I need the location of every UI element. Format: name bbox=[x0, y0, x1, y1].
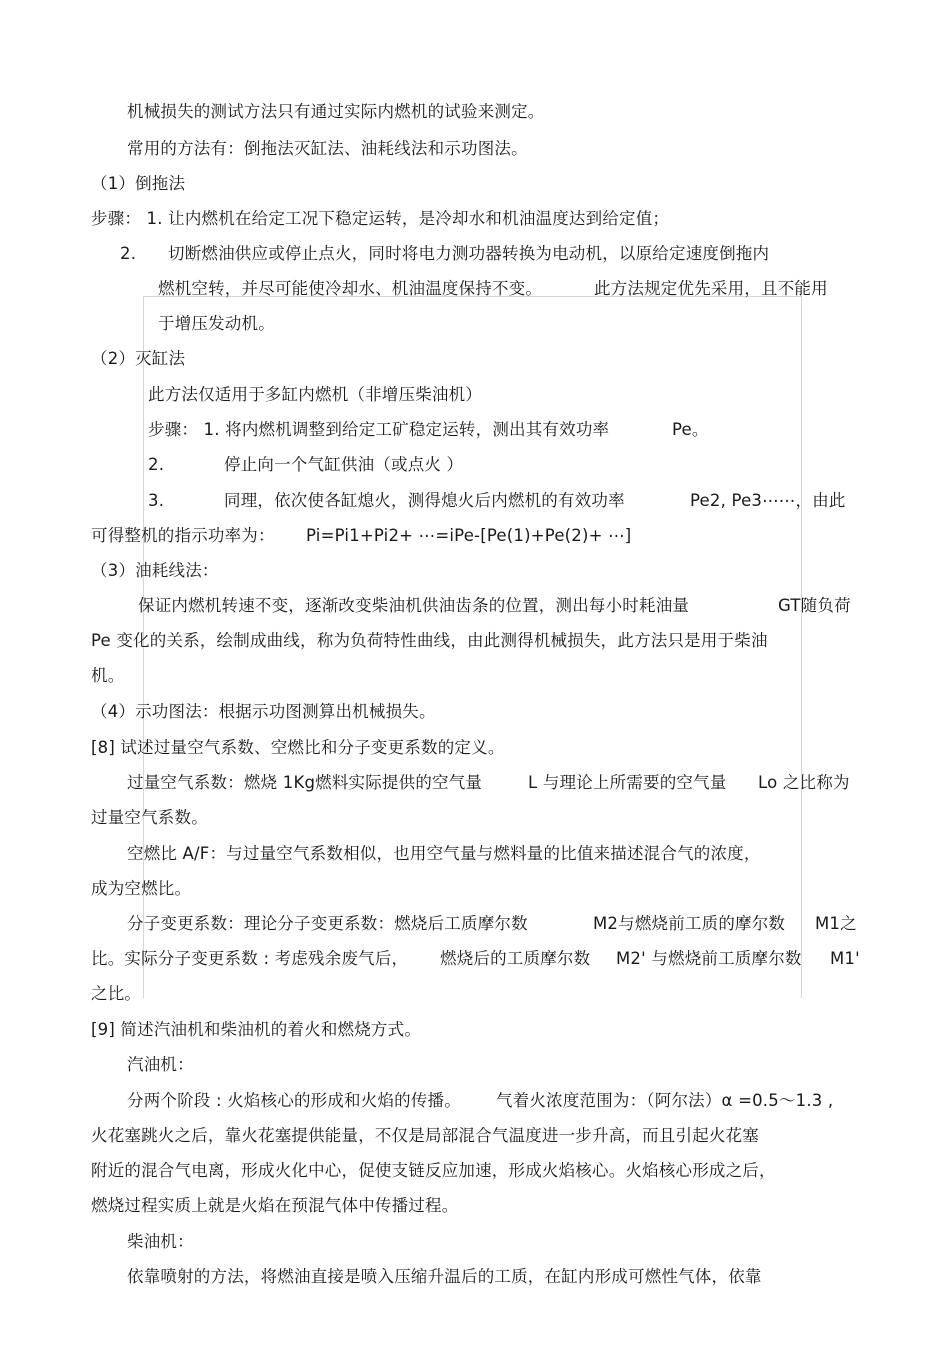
step-number: 2. bbox=[120, 244, 137, 263]
text-line: L 与理论上所需要的空气量 bbox=[528, 773, 727, 792]
text-line: 燃机空转，并尽可能使冷却水、机油温度保持不变。 bbox=[158, 279, 543, 298]
text-line: M2与燃烧前工质的摩尔数 bbox=[593, 914, 786, 933]
text-line: 步骤： 1. 将内燃机调整到给定工矿稳定运转，测出其有效功率 bbox=[148, 420, 610, 439]
section-heading: （1）倒拖法 bbox=[91, 174, 186, 193]
text-line: GT随负荷 bbox=[778, 596, 851, 615]
section-heading: （2）灭缸法 bbox=[91, 349, 186, 368]
text-line: M2' 与燃烧前工质摩尔数 bbox=[616, 949, 802, 968]
subsection-heading: 汽油机： bbox=[127, 1055, 194, 1074]
text-line: 成为空燃比。 bbox=[91, 879, 192, 898]
text-line: 比。实际分子变更系数 : 考虑残余废气后， bbox=[91, 949, 409, 968]
text-line: 气着火浓度范围为：（阿尔法）α =0.5～1.3 , bbox=[496, 1091, 834, 1110]
text-line: 常用的方法有：倒拖法灭缸法、油耗线法和示功图法。 bbox=[127, 139, 528, 158]
text-line: 过量空气系数。 bbox=[91, 808, 208, 827]
text-line: 此方法仅适用于多缸内燃机（非增压柴油机） bbox=[148, 385, 482, 404]
text-line: 依靠喷射的方法，将燃油直接是喷入压缩升温后的工质，在缸内形成可燃性气体，依靠 bbox=[127, 1267, 762, 1286]
text-line: 可得整机的指示功率为： bbox=[91, 526, 275, 545]
text-line: M1之 bbox=[815, 914, 857, 933]
text-line: 空燃比 A/F：与过量空气系数相似，也用空气量与燃料量的比值来描述混合气的浓度， bbox=[127, 844, 761, 863]
question-heading: [8] 试述过量空气系数、空燃比和分子变更系数的定义。 bbox=[91, 738, 505, 757]
text-line: 步骤： 1. 让内燃机在给定工况下稳定运转，是冷却水和机油温度达到给定值； bbox=[91, 209, 670, 228]
text-line: 停止向一个气缸供油（或点火 ） bbox=[224, 455, 464, 474]
text-line: 过量空气系数：燃烧 1Kg燃料实际提供的空气量 bbox=[127, 773, 483, 792]
scan-frame-right bbox=[801, 296, 802, 998]
question-heading: [9] 简述汽油机和柴油机的着火和燃烧方式。 bbox=[91, 1020, 422, 1039]
text-line: Pe2, Pe3⋯⋯，由此 bbox=[690, 491, 846, 510]
text-line: 机械损失的测试方法只有通过实际内燃机的试验来测定。 bbox=[127, 102, 545, 121]
formula: Pi=Pi1+Pi2+ ⋯=iPe-[Pe(1)+Pe(2)+ ⋯] bbox=[306, 526, 632, 545]
text-line: 附近的混合气电离，形成火化中心，促使支链反应加速，形成火焰核心。火焰核心形成之后， bbox=[91, 1161, 776, 1180]
text-line: 火花塞跳火之后，靠火花塞提供能量，不仅是局部混合气温度进一步升高，而且引起火花塞 bbox=[91, 1126, 759, 1145]
text-line: 分子变更系数：理论分子变更系数：燃烧后工质摩尔数 bbox=[127, 914, 528, 933]
text-line: Lo 之比称为 bbox=[758, 773, 850, 792]
subsection-heading: 柴油机： bbox=[127, 1232, 194, 1251]
text-line: 此方法规定优先采用，且不能用 bbox=[594, 279, 828, 298]
text-line: 切断燃油供应或停止点火，同时将电力测功器转换为电动机，以原给定速度倒拖内 bbox=[168, 244, 770, 263]
step-number: 2. bbox=[148, 455, 165, 474]
step-number: 3. bbox=[148, 491, 165, 510]
text-line: 于增压发动机。 bbox=[158, 314, 275, 333]
text-line: M1' bbox=[830, 949, 860, 968]
text-line: 分两个阶段 : 火焰核心的形成和火焰的传播。 bbox=[127, 1091, 461, 1110]
section-heading: （3）油耗线法： bbox=[91, 561, 219, 580]
text-line: Pe。 bbox=[672, 420, 709, 439]
text-line: 之比。 bbox=[91, 984, 142, 1003]
text-line: 同理，依次使各缸熄火，测得熄火后内燃机的有效功率 bbox=[224, 491, 625, 510]
text-line: 机。 bbox=[91, 666, 125, 685]
text-line: Pe 变化的关系，绘制成曲线，称为负荷特性曲线，由此测得机械损失，此方法只是用于柴油 bbox=[91, 631, 768, 650]
text-line: 燃烧过程实质上就是火焰在预混气体中传播过程。 bbox=[91, 1196, 459, 1215]
text-line: 保证内燃机转速不变，逐渐改变柴油机供油齿条的位置，测出每小时耗油量 bbox=[138, 596, 690, 615]
section-heading: （4）示功图法：根据示功图测算出机械损失。 bbox=[91, 702, 436, 721]
text-line: 燃烧后的工质摩尔数 bbox=[440, 949, 591, 968]
